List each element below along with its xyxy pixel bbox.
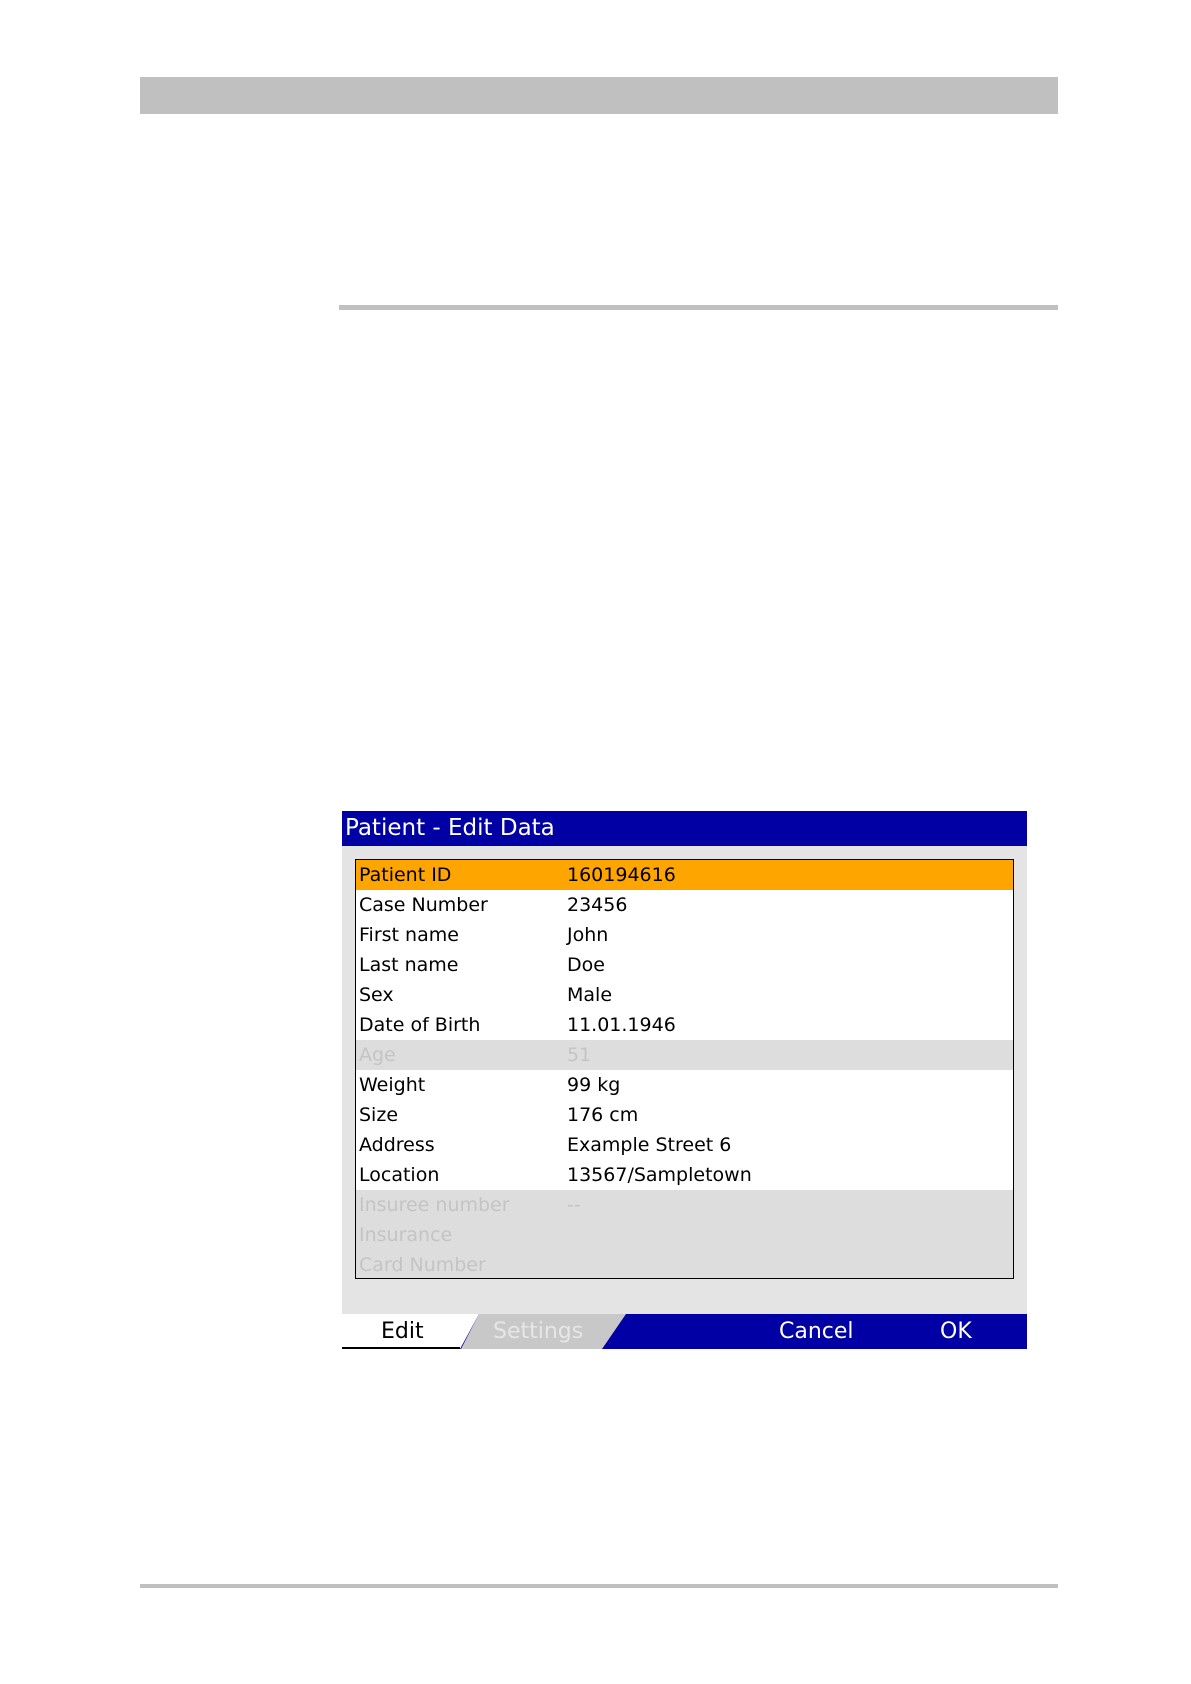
header-bar: [140, 77, 1058, 114]
field-value: John: [567, 924, 609, 946]
field-row-insurance: [356, 1220, 1013, 1250]
field-label: Last name: [359, 954, 459, 976]
field-label: Location: [359, 1164, 440, 1186]
field-label: Weight: [359, 1074, 426, 1096]
field-value: 13567/Sampletown: [567, 1164, 752, 1186]
field-row-weight[interactable]: [356, 1070, 1013, 1100]
field-value: Example Street 6: [567, 1134, 732, 1156]
field-row-card-number: [356, 1250, 1013, 1279]
patient-edit-dialog: [342, 811, 1027, 1349]
field-value: 23456: [567, 894, 628, 916]
field-label: Card Number: [359, 1254, 486, 1276]
field-label: Patient ID: [359, 864, 452, 886]
field-row-size[interactable]: [356, 1100, 1013, 1130]
field-value: 51: [567, 1044, 592, 1066]
footer-divider: [140, 1584, 1058, 1588]
field-label: Insurance: [359, 1224, 453, 1246]
field-row-last-name[interactable]: [356, 950, 1013, 980]
field-value: 160194616: [567, 864, 676, 886]
field-label: Age: [359, 1044, 396, 1066]
field-label: First name: [359, 924, 459, 946]
field-row-insuree-number: [356, 1190, 1013, 1220]
field-value: 11.01.1946: [567, 1014, 676, 1036]
field-row-first-name[interactable]: [356, 920, 1013, 950]
field-label: Date of Birth: [359, 1014, 481, 1036]
button-bar-background: [342, 1314, 1027, 1349]
patient-data-table: [355, 859, 1014, 1279]
field-label: Sex: [359, 984, 394, 1006]
field-row-address[interactable]: [356, 1130, 1013, 1160]
dialog-button-bar: [342, 1314, 1027, 1349]
field-value: 176 cm: [567, 1104, 639, 1126]
field-value: 99 kg: [567, 1074, 621, 1096]
field-label: Address: [359, 1134, 435, 1156]
field-value: --: [567, 1194, 581, 1216]
tab-settings[interactable]: Settings: [493, 1319, 584, 1344]
ok-button[interactable]: OK: [940, 1319, 972, 1344]
field-row-location[interactable]: [356, 1160, 1013, 1190]
section-divider: [339, 305, 1058, 310]
tab-edit[interactable]: Edit: [381, 1319, 424, 1344]
field-label: Case Number: [359, 894, 488, 916]
field-value: Doe: [567, 954, 605, 976]
field-label: Size: [359, 1104, 399, 1126]
field-row-patient-id[interactable]: [356, 860, 1013, 890]
field-row-age: [356, 1040, 1013, 1070]
field-label: Insuree number: [359, 1194, 510, 1216]
field-row-sex[interactable]: [356, 980, 1013, 1010]
dialog-title: Patient - Edit Data: [342, 811, 1027, 846]
field-row-date-of-birth[interactable]: [356, 1010, 1013, 1040]
cancel-button[interactable]: Cancel: [779, 1319, 854, 1344]
field-value: Male: [567, 984, 613, 1006]
field-row-case-number[interactable]: [356, 890, 1013, 920]
